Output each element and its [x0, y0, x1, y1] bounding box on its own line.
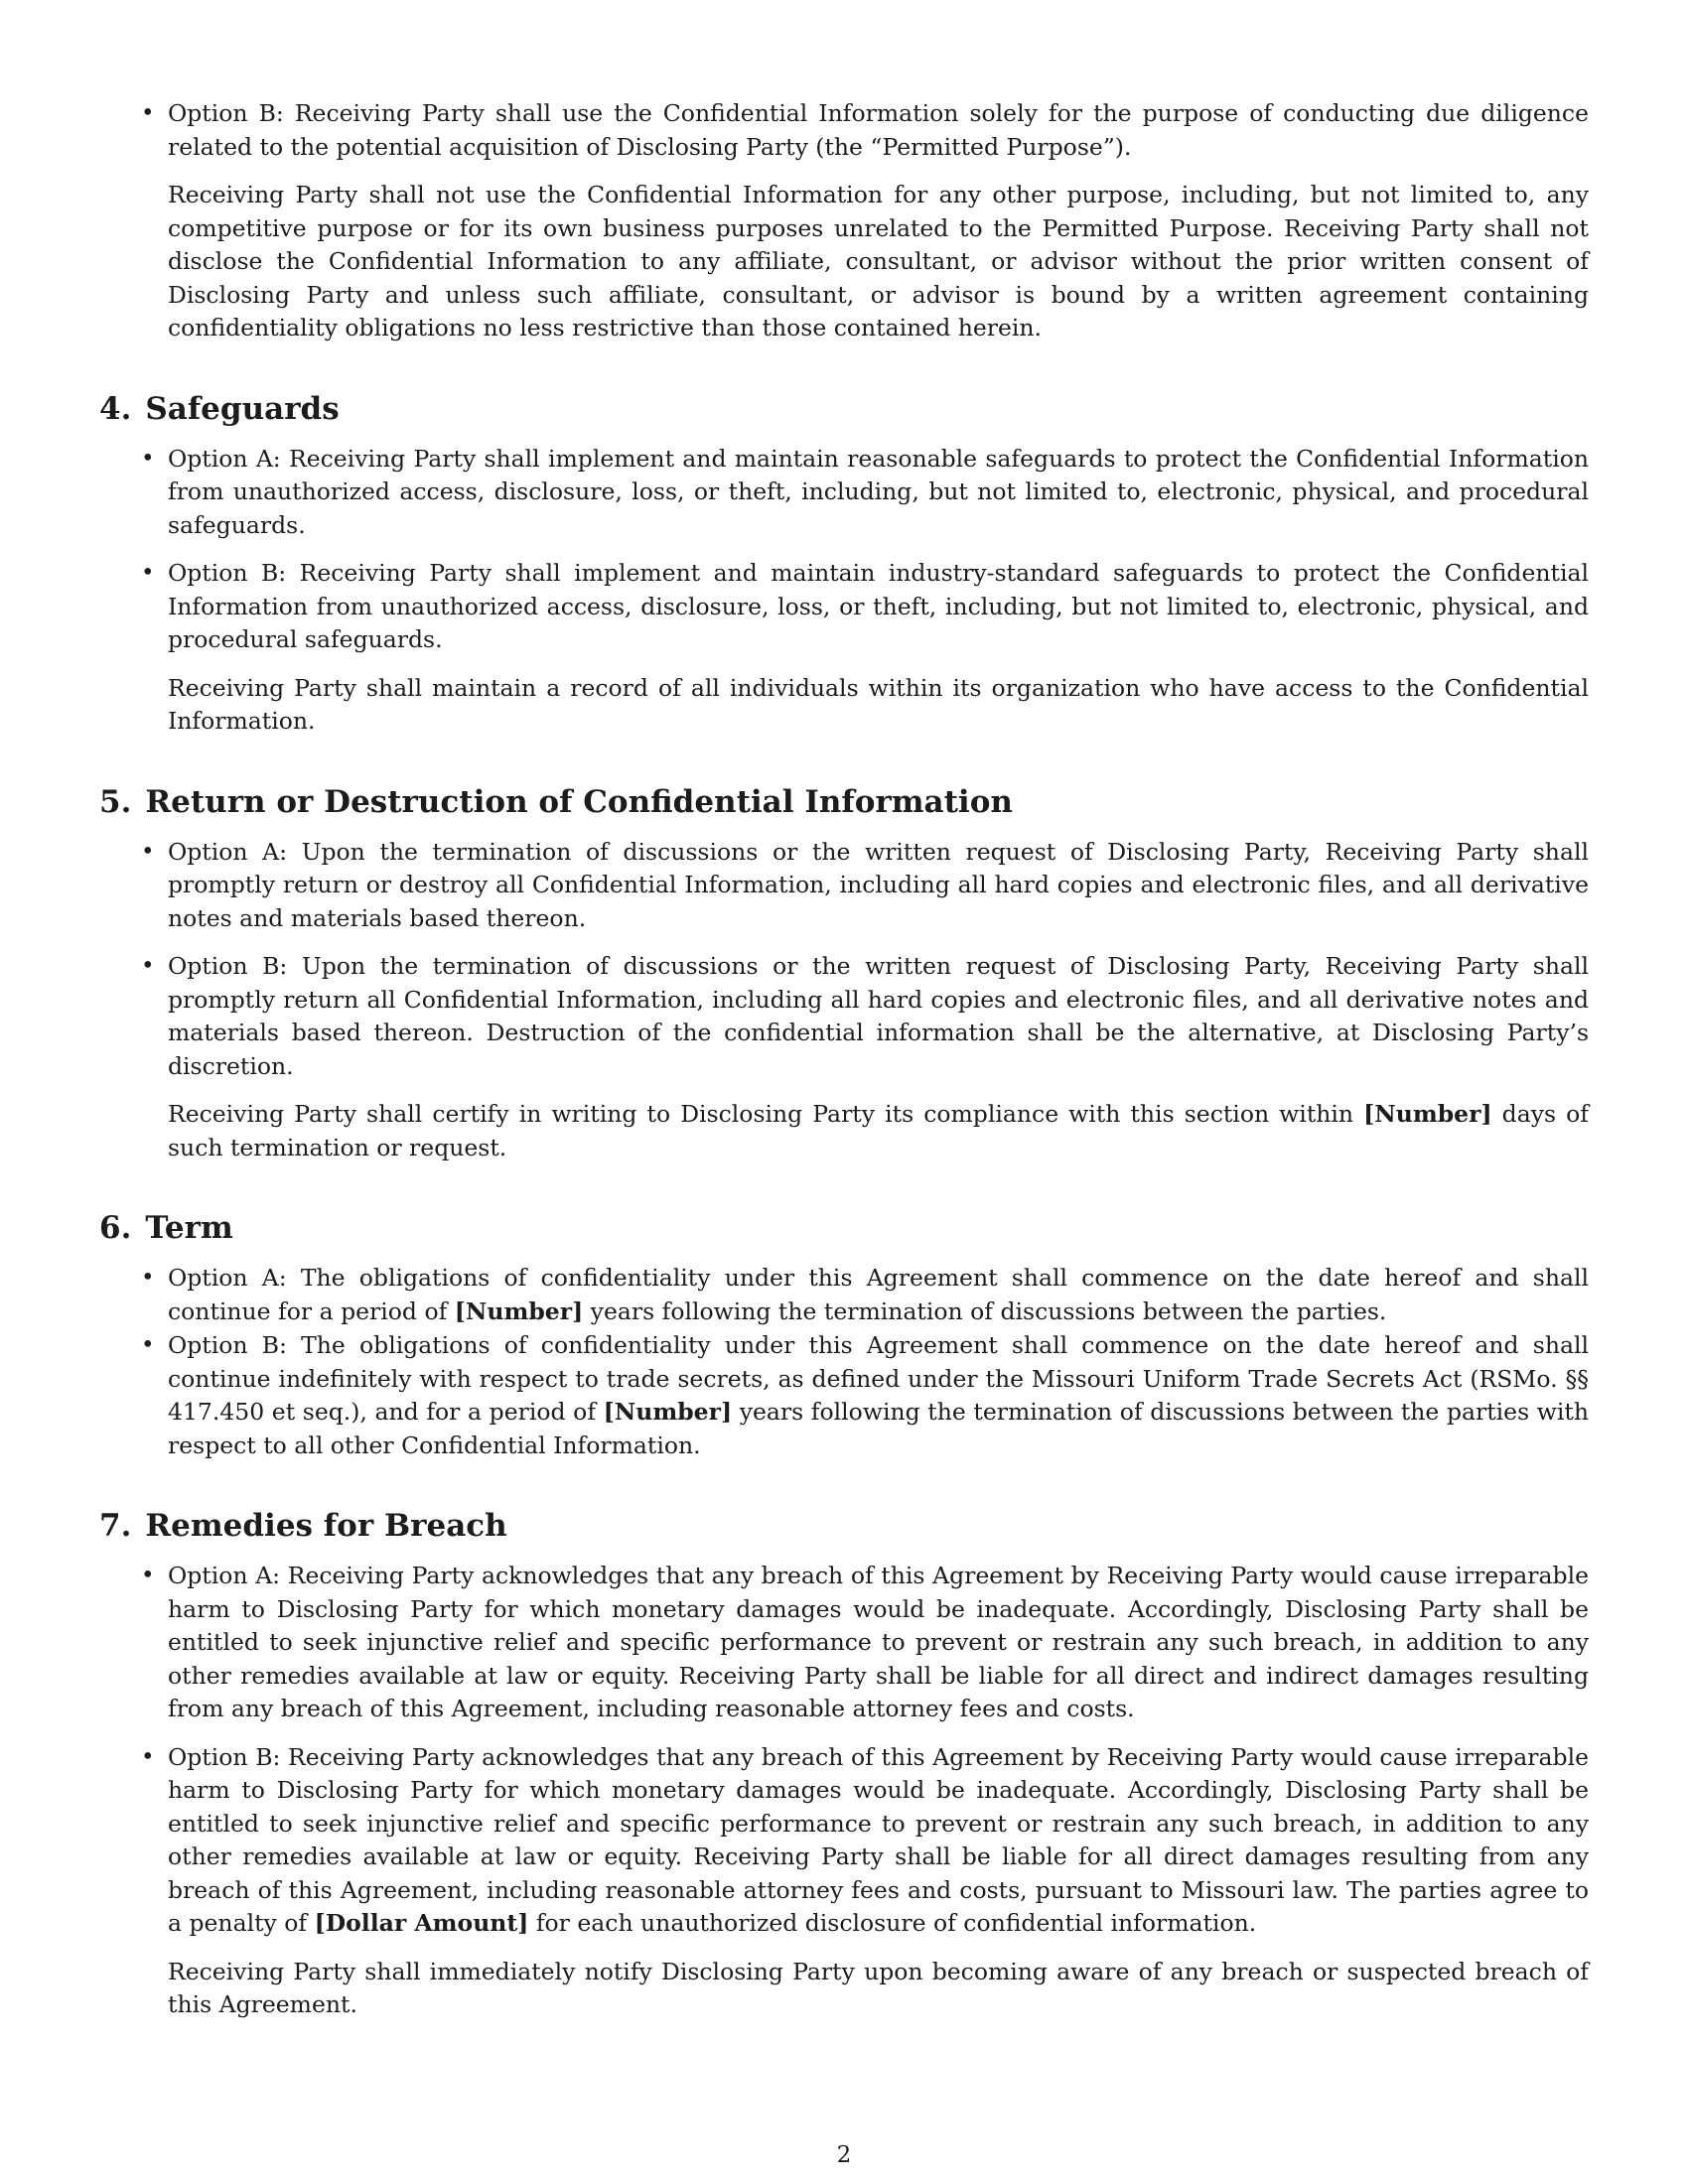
section-heading	[99, 782, 1589, 822]
section-title: Safeguards	[145, 390, 340, 427]
option-text: Option B: Receiving Party shall implement and maintain industry-standard safeguards to protect the Confidential Information from unauthorized access, disclosure, loss, or theft, including, but not limited to, electronic, physical, and procedural safeguards.	[168, 559, 1589, 653]
option-text: Option B: Receiving Party shall use the Confidential Information solely for the purpose of conducting due diligence related to the potential acquisition of Disclosing Party (the “Permitted Purpose”).	[168, 99, 1589, 161]
list-item-s5-option-a	[141, 836, 1589, 936]
option-text-post: years following the termination of discussions between the parties with respect to all other Confidential Information.	[168, 1398, 1589, 1459]
bullet-icon: •	[141, 953, 155, 979]
section-number: 6.	[99, 1210, 132, 1246]
option-text-pre: Option B: The obligations of confidentiality under this Agreement shall commence on the date hereof and shall continue indefinitely with respect to trade secrets, as defined under the Missouri Uniform Trade Secrets Act (RSMo. §§ 417.450 et seq.), and for a period of	[168, 1331, 1589, 1426]
list-item-s5-option-b	[141, 950, 1589, 1083]
list-item-intro-option-b	[141, 97, 1589, 164]
option-text-post: for each unauthorized disclosure of confidential information.	[528, 1909, 1257, 1937]
bullet-icon: •	[141, 1743, 155, 1770]
section-heading	[99, 389, 1589, 429]
option-text: Option A: Upon the termination of discussions or the written request of Disclosing Party, Receiving Party shall promptly return or destroy all Confidential Information, including all hard copies and electronic files, and all derivative notes and materials based thereon.	[168, 837, 1589, 932]
list-item-s7-option-b	[141, 1741, 1589, 1941]
bullet-icon: •	[141, 1332, 155, 1358]
list-item-s4-option-a	[141, 443, 1589, 543]
section-term	[99, 1208, 1589, 1248]
list-item-s6-option-a	[141, 1262, 1589, 1328]
list-item-s6-option-b	[141, 1329, 1589, 1462]
paragraph-text-post: days of such termination or request.	[168, 1100, 1589, 1161]
option-text-pre: Option A: The obligations of confidentiality under this Agreement shall commence on the date hereof and shall continue for a period of	[168, 1264, 1589, 1325]
bullet-icon: •	[141, 838, 155, 865]
page-number: 2	[836, 2142, 852, 2168]
option-text-pre: Option B: Receiving Party acknowledges that any breach of this Agreement by Receiving Party would cause irreparable harm to Disclosing Party for which monetary damages would be inadequate. Accordingly, Disclosing Party shall be entitled to seek injunctive relief and specific performance to prevent or restrain any such breach, in addition to any other remedies available at law or equity. Receiving Party shall be liable for all direct damages resulting from any breach of this Agreement, including reasonable attorney fees and costs, pursuant to Missouri law. The parties agree to a penalty of	[168, 1742, 1589, 1937]
section-heading	[99, 1208, 1589, 1248]
s5-paragraph	[168, 1098, 1589, 1164]
bullet-icon: •	[141, 1265, 155, 1291]
option-text: Option A: Receiving Party shall implement and maintain reasonable safeguards to protect the Confidential Information from unauthorized access, disclosure, loss, or theft, including, but not limited to, electronic, physical, and procedural safeguards.	[168, 444, 1589, 539]
s7-paragraph: Receiving Party shall immediately notify Disclosing Party upon becoming aware of any breach or suspected breach of this Agreement.	[168, 1957, 1589, 2018]
s4-paragraph: Receiving Party shall maintain a record of all individuals within its organization who have access to the Confidential Information.	[168, 673, 1589, 735]
section-number: 4.	[99, 390, 132, 427]
paragraph-text-pre: Receiving Party shall certify in writing to Disclosing Party its compliance with this section within	[168, 1100, 1364, 1128]
number-placeholder: [Number]	[1363, 1100, 1492, 1128]
number-placeholder: [Number]	[454, 1297, 584, 1325]
bullet-icon: •	[141, 445, 155, 472]
section-title: Return or Destruction of Confidential Information	[145, 783, 1013, 820]
page-content	[99, 97, 1589, 2022]
list-item-s4-option-b	[141, 557, 1589, 657]
number-placeholder: [Number]	[603, 1398, 733, 1426]
section-return-destruction	[99, 782, 1589, 822]
option-text: Option B: Upon the termination of discussions or the written request of Disclosing Party, Receiving Party shall promptly return all Confidential Information, including all hard copies and electronic files, and all derivative notes and materials based thereon. Destruction of the confidential information shall be the alternative, at Disclosing Party’s discretion.	[168, 952, 1589, 1080]
list-item-s7-option-a	[141, 1560, 1589, 1726]
bullet-icon: •	[141, 560, 155, 586]
option-text: Option A: Receiving Party acknowledges that any breach of this Agreement by Receiving Party would cause irreparable harm to Disclosing Party for which monetary damages would be inadequate. Accordingly, Disclosing Party shall be entitled to seek injunctive relief and specific performance to prevent or restrain any such breach, in addition to any other remedies available at law or equity. Receiving Party shall be liable for all direct and indirect damages resulting from any breach of this Agreement, including reasonable attorney fees and costs.	[168, 1562, 1589, 1722]
section-number: 5.	[99, 783, 132, 820]
intro-paragraph: Receiving Party shall not use the Confidential Information for any other purpose, including, but not limited to, any competitive purpose or for its own business purposes unrelated to the Permitted Purpose. Receiving Party shall not disclose the Confidential Information to any affiliate, consultant, or advisor without the prior written consent of Disclosing Party and unless such affiliate, consultant, or advisor is bound by a written agreement containing confidentiality obligations no less restrictive than those contained herein.	[168, 181, 1589, 341]
section-safeguards	[99, 389, 1589, 429]
bullet-icon: •	[141, 1563, 155, 1588]
option-text-post: years following the termination of discussions between the parties.	[583, 1297, 1387, 1325]
section-number: 7.	[99, 1508, 132, 1544]
section-remedies	[99, 1506, 1589, 1546]
section-title: Remedies for Breach	[145, 1508, 507, 1544]
section-heading	[99, 1506, 1589, 1546]
dollar-amount-placeholder: [Dollar Amount]	[314, 1909, 529, 1937]
section-title: Term	[145, 1210, 233, 1246]
bullet-icon: •	[141, 100, 155, 126]
